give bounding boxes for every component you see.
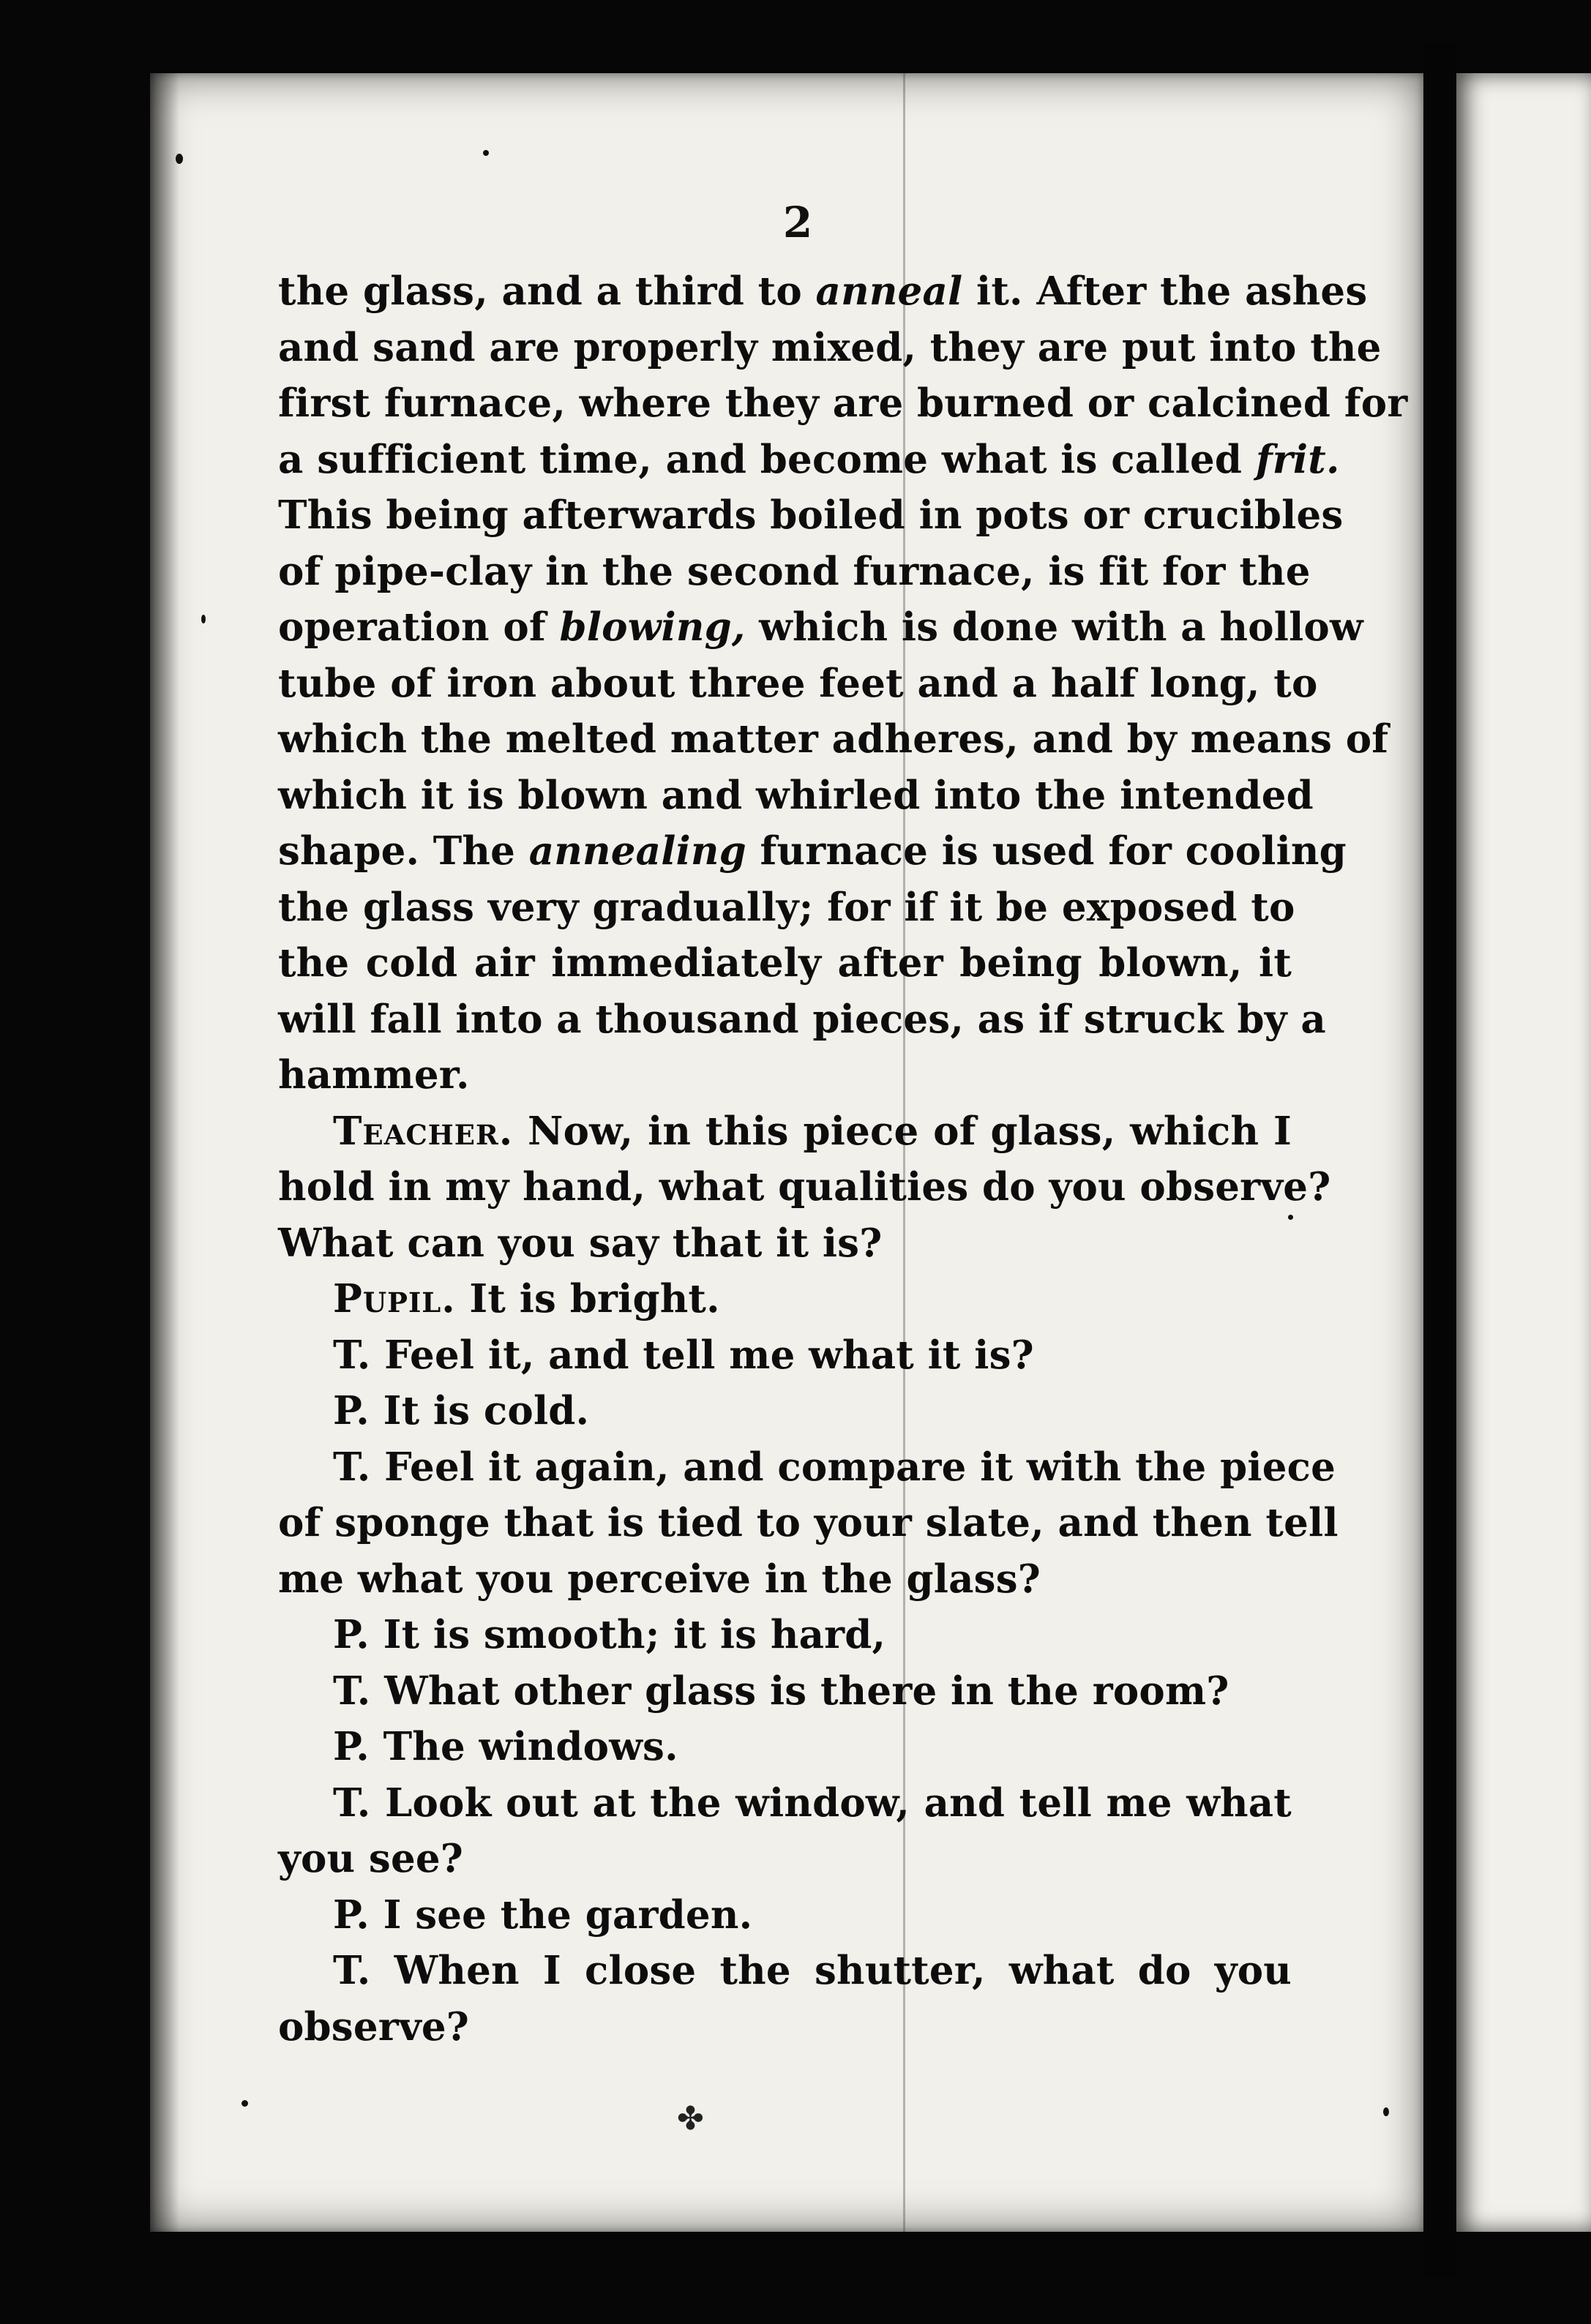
teacher-line: Teacher. Now, in this piece of glass, which I — [333, 1108, 1292, 1154]
ink-speck — [1383, 2107, 1389, 2116]
text-line: of pipe-clay in the second furnace, is fit for the — [278, 548, 1311, 594]
dialogue-line: P. It is cold. — [333, 1388, 590, 1433]
ink-speck — [242, 2100, 248, 2107]
text-line: first furnace, where they are burned or calcined for — [278, 381, 1408, 426]
dialogue — [278, 1103, 1339, 2055]
text-line: me what you perceive in the glass? — [278, 1556, 1041, 1602]
italic-term: blowing, — [559, 604, 746, 650]
ink-speck — [176, 154, 183, 164]
italic-term: annealing — [528, 828, 746, 874]
ink-speck — [483, 150, 489, 156]
printer-ornament: ✤ — [677, 2100, 704, 2137]
dialogue-line: T. Look out at the window, and tell me what — [333, 1780, 1292, 1826]
text-line: which it is blown and whirled into the intended — [278, 772, 1314, 818]
text-line: hold in my hand, what qualities do you observe? — [278, 1164, 1331, 1210]
text-line: will fall into a thousand pieces, as if struck by a — [278, 996, 1326, 1042]
dialogue-line: T. Feel it again, and compare it with the piece — [333, 1444, 1336, 1490]
italic-term: frit. — [1255, 436, 1340, 482]
text-line: observe? — [278, 2003, 470, 2050]
text-line: What can you say that it is? — [278, 1220, 883, 1266]
ink-speck — [201, 615, 206, 623]
page-gap — [1423, 44, 1456, 2276]
text-line: which the melted matter adheres, and by means of — [278, 716, 1389, 762]
text-line: shape. The annealing furnace is used for cooling — [278, 828, 1347, 874]
text-line: you see? — [278, 1836, 464, 1881]
text-line: This being afterwards boiled in pots or crucibles — [278, 492, 1344, 538]
dialogue-line: T. When I close the shutter, what do you — [333, 1948, 1292, 1993]
speaker-teacher: Teacher. — [333, 1108, 514, 1154]
text-line: tube of iron about three feet and a half long, to — [278, 660, 1318, 706]
page-number: 2 — [782, 198, 813, 247]
dialogue-line: P. The windows. — [333, 1724, 678, 1769]
dialogue-line: T. Feel it, and tell me what it is? — [333, 1332, 1034, 1378]
dialogue-line: T. What other glass is there in the room? — [333, 1668, 1229, 1714]
text-line: a sufficient time, and become what is called frit. — [278, 436, 1340, 482]
gutter-shadow — [150, 73, 179, 2232]
next-page-edge — [1456, 73, 1591, 2232]
text-line: of sponge that is tied to your slate, and then tell — [278, 1500, 1339, 1545]
ink-speck — [1288, 1215, 1293, 1220]
text-line: hammer. — [278, 1052, 470, 1098]
paragraph-glass-making — [278, 263, 1408, 1103]
text-line: the cold air immediately after being blown, it — [278, 940, 1292, 986]
text-line: the glass, and a third to anneal it. After the ashes — [278, 269, 1368, 314]
text-line: operation of blowing, which is done with a hollow — [278, 604, 1363, 650]
italic-term: anneal — [815, 269, 963, 314]
dialogue-line: P. It is smooth; it is hard, — [333, 1612, 886, 1657]
text-line: and sand are properly mixed, they are put into the — [278, 324, 1382, 370]
dialogue-line: P. I see the garden. — [333, 1892, 753, 1938]
pupil-line: Pupil. It is bright. — [333, 1276, 720, 1322]
text-line: the glass very gradually; for if it be exposed to — [278, 884, 1295, 930]
speaker-pupil: Pupil. — [333, 1276, 456, 1322]
page-body — [278, 263, 1408, 2055]
